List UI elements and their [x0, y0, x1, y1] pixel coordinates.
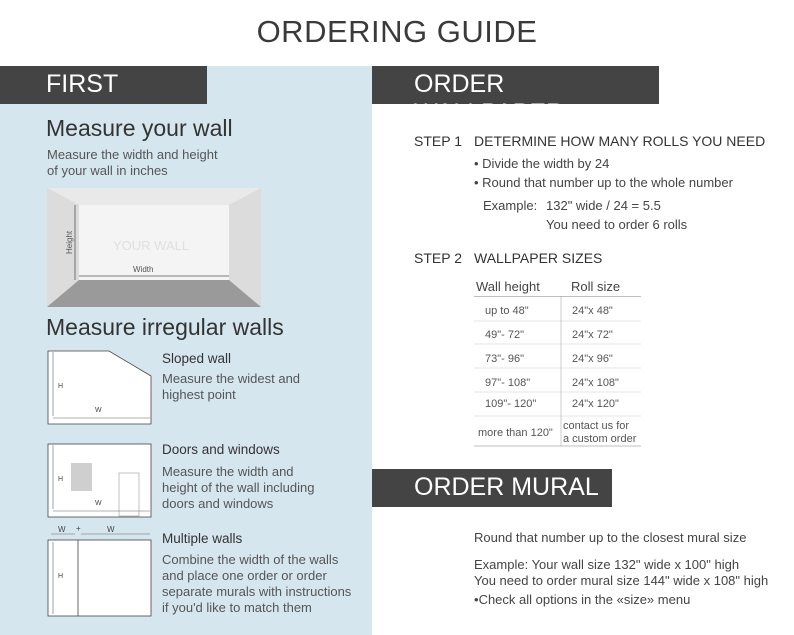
multi-h-label: H [58, 573, 64, 580]
mural-bullet: •Check all options in the «size» menu [474, 592, 691, 607]
order-wallpaper-label: ORDER WALLPAPER [414, 70, 565, 127]
bullet-1: • Divide the width by 24 [474, 156, 610, 171]
width-label: Width [133, 265, 154, 274]
sloped-w-label: W [95, 407, 102, 414]
measure-wall-heading: Measure your wall [46, 115, 233, 141]
row4-height: 97"- 108" [485, 377, 531, 389]
doors-line-2: height of the wall including [162, 480, 315, 495]
example-label: Example: [483, 198, 538, 213]
step1-title: DETERMINE HOW MANY ROLLS YOU NEED [474, 133, 766, 149]
sloped-wall-diagram [47, 350, 153, 426]
row6-height: more than 120" [478, 427, 553, 439]
multi-line-4: if you'd like to match them [162, 600, 312, 615]
mural-example-1: Example: Your wall size 132" wide x 100" high [474, 557, 740, 572]
col-header-wall-height: Wall height [476, 279, 540, 294]
multi-line-2: and place one order or order [162, 568, 327, 583]
mural-bullet-text: Check all options in the «size» menu [478, 592, 691, 607]
first-label: FIRST [46, 70, 119, 98]
sloped-line-2: highest point [162, 387, 236, 402]
example-line-2: You need to order 6 rolls [546, 217, 688, 232]
measure-text-line-1: Measure the width and height [47, 147, 218, 162]
order-wallpaper-header-bar [372, 66, 659, 127]
page-title: ORDERING GUIDE [256, 14, 538, 49]
sloped-line-1: Measure the widest and [162, 371, 301, 386]
order-mural-label: ORDER MURAL [414, 473, 599, 501]
row1-roll: 24"x 48" [572, 305, 613, 317]
multi-line-3: separate murals with instructions [162, 584, 352, 599]
mural-example-2: You need to order mural size 144" wide x 108" high [474, 573, 769, 588]
multi-line-1: Combine the width of the walls [162, 552, 339, 567]
measure-wall-text [47, 147, 267, 179]
bullet-2: • Round that number up to the whole number [474, 175, 733, 190]
doors-line-1: Measure the width and [162, 464, 294, 479]
row2-height: 49"- 72" [485, 329, 524, 341]
your-wall-label: YOUR WALL [113, 238, 190, 253]
room-illustration [47, 188, 261, 307]
doors-w-label: W [95, 500, 102, 507]
multiple-walls-desc [162, 552, 351, 616]
height-label: Height [65, 230, 74, 254]
row4-roll: 24"x 108" [572, 377, 619, 389]
step1-number: STEP 1 [414, 133, 462, 149]
doors-windows-title: Doors and windows [162, 442, 280, 457]
example-line-1: 132" wide / 24 = 5.5 [546, 198, 661, 213]
row6-roll: contact us for [563, 420, 630, 432]
step2-title: WALLPAPER SIZES [474, 250, 603, 266]
multiple-walls-diagram [47, 522, 153, 620]
measure-text-line-2: of your wall in inches [47, 163, 168, 178]
doors-windows-diagram [47, 443, 153, 519]
first-header-bar [0, 66, 207, 104]
multi-plus-label: + [76, 524, 81, 533]
row5-height: 109"- 120" [485, 398, 537, 410]
row2-roll: 24"x 72" [572, 329, 613, 341]
row3-height: 73"- 96" [485, 353, 524, 365]
irregular-walls-heading: Measure irregular walls [46, 314, 284, 340]
bullet-2-text: Round that number up to the whole number [482, 175, 733, 190]
doors-line-3: doors and windows [162, 496, 274, 511]
row1-height: up to 48" [485, 305, 529, 317]
sloped-wall-desc [162, 371, 300, 403]
bullet-1-text: Divide the width by 24 [482, 156, 610, 171]
row3-roll: 24"x 96" [572, 353, 613, 365]
order-mural-header-bar [372, 469, 612, 507]
mural-line-1: Round that number up to the closest mural size [474, 530, 747, 545]
multi-w1-label: W [58, 525, 66, 534]
sloped-h-label: H [58, 383, 64, 390]
row5-roll: 24"x 120" [572, 398, 619, 410]
col-header-roll-size: Roll size [571, 279, 621, 294]
step2-number: STEP 2 [414, 250, 462, 266]
multiple-walls-title: Multiple walls [162, 531, 243, 546]
sloped-wall-title: Sloped wall [162, 351, 232, 366]
row6-roll-extra: a custom order [563, 433, 637, 445]
doors-h-label: H [58, 476, 64, 483]
multi-w2-label: W [107, 525, 115, 534]
doors-windows-desc [162, 464, 315, 512]
